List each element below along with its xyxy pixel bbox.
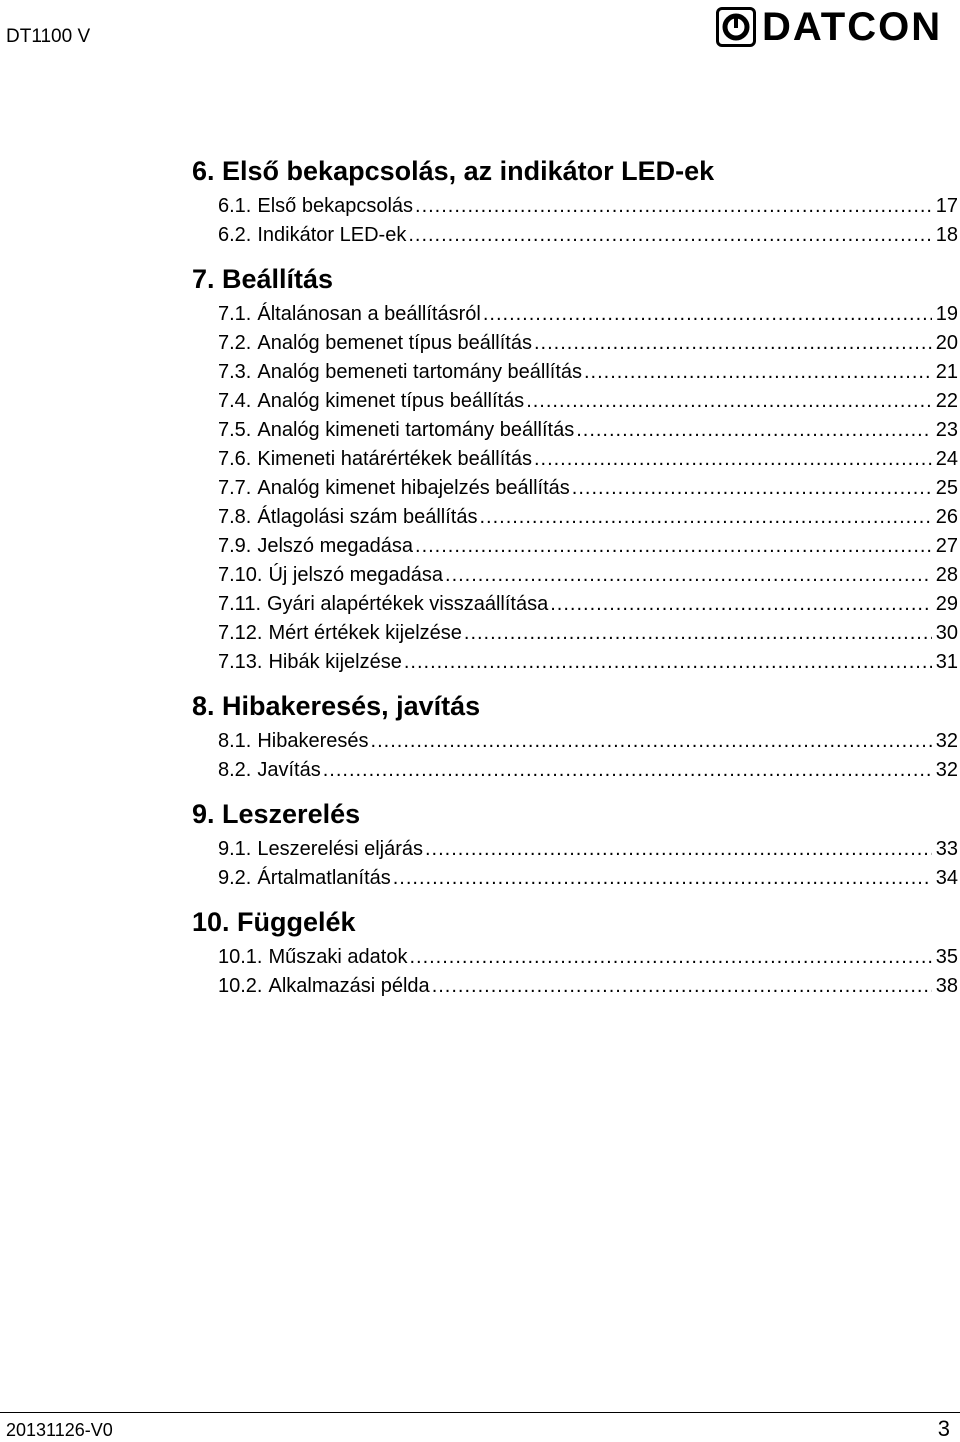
toc-section xyxy=(192,150,960,250)
entry-page: 31 xyxy=(935,651,958,673)
entry-title: Analóg bemeneti tartomány beállítás xyxy=(257,361,582,383)
dot-leader xyxy=(371,727,932,756)
toc-entry[interactable] xyxy=(218,727,958,756)
dot-leader xyxy=(323,756,932,785)
entry-title: Alkalmazási példa xyxy=(268,975,430,997)
dot-leader xyxy=(404,648,932,677)
entry-number: 7.12. xyxy=(218,622,263,644)
toc-section xyxy=(192,685,960,785)
toc-entry[interactable] xyxy=(218,358,958,387)
datcon-logo xyxy=(716,4,952,50)
section-title: 9. Leszerelés xyxy=(192,799,361,829)
datcon-logo-icon xyxy=(716,7,756,47)
entry-page: 32 xyxy=(935,730,958,752)
toc-section xyxy=(192,258,960,677)
dot-leader xyxy=(576,416,932,445)
section-title: 8. Hibakeresés, javítás xyxy=(192,691,481,721)
toc-entry[interactable] xyxy=(218,192,958,221)
entry-page: 28 xyxy=(935,564,958,586)
entry-number: 10.1. xyxy=(218,946,263,968)
toc-entry[interactable] xyxy=(218,590,958,619)
entry-page: 32 xyxy=(935,759,958,781)
table-of-contents xyxy=(192,150,960,1009)
entry-page: 34 xyxy=(935,867,958,889)
entry-title: Hibák kijelzése xyxy=(268,651,402,673)
section-title: 10. Függelék xyxy=(192,907,356,937)
dot-leader xyxy=(572,474,932,503)
entry-number: 7.2. xyxy=(218,332,252,354)
entry-title: Leszerelési eljárás xyxy=(257,838,423,860)
entry-number: 7.9. xyxy=(218,535,252,557)
dot-leader xyxy=(584,358,932,387)
entry-title: Hibakeresés xyxy=(257,730,369,752)
toc-entry[interactable] xyxy=(218,561,958,590)
entry-title: Indikátor LED-ek xyxy=(257,224,407,246)
entry-title: Analóg kimeneti tartomány beállítás xyxy=(257,419,575,441)
entry-number: 7.7. xyxy=(218,477,252,499)
section-title: 6. Első bekapcsolás, az indikátor LED-ek xyxy=(192,156,715,186)
footer-revision: 20131126-V0 xyxy=(6,1420,113,1440)
dot-leader xyxy=(483,300,932,329)
entry-title: Analóg kimenet hibajelzés beállítás xyxy=(257,477,570,499)
entry-title: Első bekapcsolás xyxy=(257,195,414,217)
toc-entry[interactable] xyxy=(218,221,958,250)
entry-number: 8.2. xyxy=(218,759,252,781)
toc-entry[interactable] xyxy=(218,532,958,561)
entry-title: Javítás xyxy=(257,759,321,781)
dot-leader xyxy=(534,445,932,474)
entry-page: 25 xyxy=(935,477,958,499)
dot-leader xyxy=(415,532,932,561)
entry-number: 8.1. xyxy=(218,730,252,752)
entry-page: 22 xyxy=(935,390,958,412)
dot-leader xyxy=(425,835,932,864)
logo-text: DATCON xyxy=(762,5,943,49)
entry-title: Jelszó megadása xyxy=(257,535,414,557)
toc-entry-list xyxy=(218,943,960,1001)
dot-leader xyxy=(432,972,932,1001)
toc-section xyxy=(192,901,960,1001)
entry-page: 17 xyxy=(935,195,958,217)
entry-number: 7.4. xyxy=(218,390,252,412)
section-title: 7. Beállítás xyxy=(192,264,334,294)
dot-leader xyxy=(393,864,932,893)
dot-leader xyxy=(415,192,932,221)
entry-page: 21 xyxy=(935,361,958,383)
entry-number: 9.1. xyxy=(218,838,252,860)
dot-leader xyxy=(550,590,932,619)
toc-entry[interactable] xyxy=(218,416,958,445)
toc-entry[interactable] xyxy=(218,835,958,864)
toc-entry[interactable] xyxy=(218,943,958,972)
entry-page: 19 xyxy=(935,303,958,325)
toc-section xyxy=(192,793,960,893)
entry-page: 38 xyxy=(935,975,958,997)
toc-entry[interactable] xyxy=(218,474,958,503)
footer-divider xyxy=(0,1412,960,1413)
entry-number: 7.5. xyxy=(218,419,252,441)
entry-number: 7.6. xyxy=(218,448,252,470)
entry-title: Gyári alapértékek visszaállítása xyxy=(267,593,549,615)
entry-number: 7.10. xyxy=(218,564,263,586)
entry-page: 27 xyxy=(935,535,958,557)
entry-title: Új jelszó megadása xyxy=(268,564,444,586)
toc-entry[interactable] xyxy=(218,300,958,329)
entry-number: 6.1. xyxy=(218,195,252,217)
toc-entry[interactable] xyxy=(218,387,958,416)
entry-number: 7.1. xyxy=(218,303,252,325)
entry-page: 18 xyxy=(935,224,958,246)
entry-title: Műszaki adatok xyxy=(268,946,408,968)
entry-title: Általánosan a beállításról xyxy=(257,303,481,325)
entry-page: 33 xyxy=(935,838,958,860)
doc-id: DT1100 V xyxy=(6,26,91,47)
toc-entry[interactable] xyxy=(218,445,958,474)
dot-leader xyxy=(534,329,932,358)
dot-leader xyxy=(464,619,932,648)
entry-number: 6.2. xyxy=(218,224,252,246)
dot-leader xyxy=(409,943,931,972)
entry-page: 20 xyxy=(935,332,958,354)
entry-page: 23 xyxy=(935,419,958,441)
toc-entry[interactable] xyxy=(218,619,958,648)
entry-page: 30 xyxy=(935,622,958,644)
entry-page: 35 xyxy=(935,946,958,968)
entry-number: 7.3. xyxy=(218,361,252,383)
entry-number: 7.11. xyxy=(218,593,261,615)
entry-page: 29 xyxy=(935,593,958,615)
entry-number: 10.2. xyxy=(218,975,263,997)
entry-number: 7.8. xyxy=(218,506,252,528)
dot-leader xyxy=(445,561,932,590)
entry-title: Ártalmatlanítás xyxy=(257,867,391,889)
toc-entry-list xyxy=(218,727,960,785)
toc-entry-list xyxy=(218,192,960,250)
dot-leader xyxy=(526,387,932,416)
entry-page: 26 xyxy=(935,506,958,528)
entry-title: Analóg bemenet típus beállítás xyxy=(257,332,532,354)
entry-title: Átlagolási szám beállítás xyxy=(257,506,478,528)
entry-page: 24 xyxy=(935,448,958,470)
dot-leader xyxy=(408,221,931,250)
dot-leader xyxy=(479,503,931,532)
toc-entry[interactable] xyxy=(218,756,958,785)
entry-number: 9.2. xyxy=(218,867,252,889)
entry-number: 7.13. xyxy=(218,651,263,673)
toc-entry-list xyxy=(218,835,960,893)
toc-entry[interactable] xyxy=(218,503,958,532)
toc-entry-list xyxy=(218,300,960,677)
entry-title: Kimeneti határértékek beállítás xyxy=(257,448,532,470)
toc-entry[interactable] xyxy=(218,864,958,893)
entry-title: Mért értékek kijelzése xyxy=(268,622,462,644)
entry-title: Analóg kimenet típus beállítás xyxy=(257,390,525,412)
toc-entry[interactable] xyxy=(218,648,958,677)
page-number: 3 xyxy=(937,1416,950,1441)
toc-entry[interactable] xyxy=(218,972,958,1001)
toc-entry[interactable] xyxy=(218,329,958,358)
